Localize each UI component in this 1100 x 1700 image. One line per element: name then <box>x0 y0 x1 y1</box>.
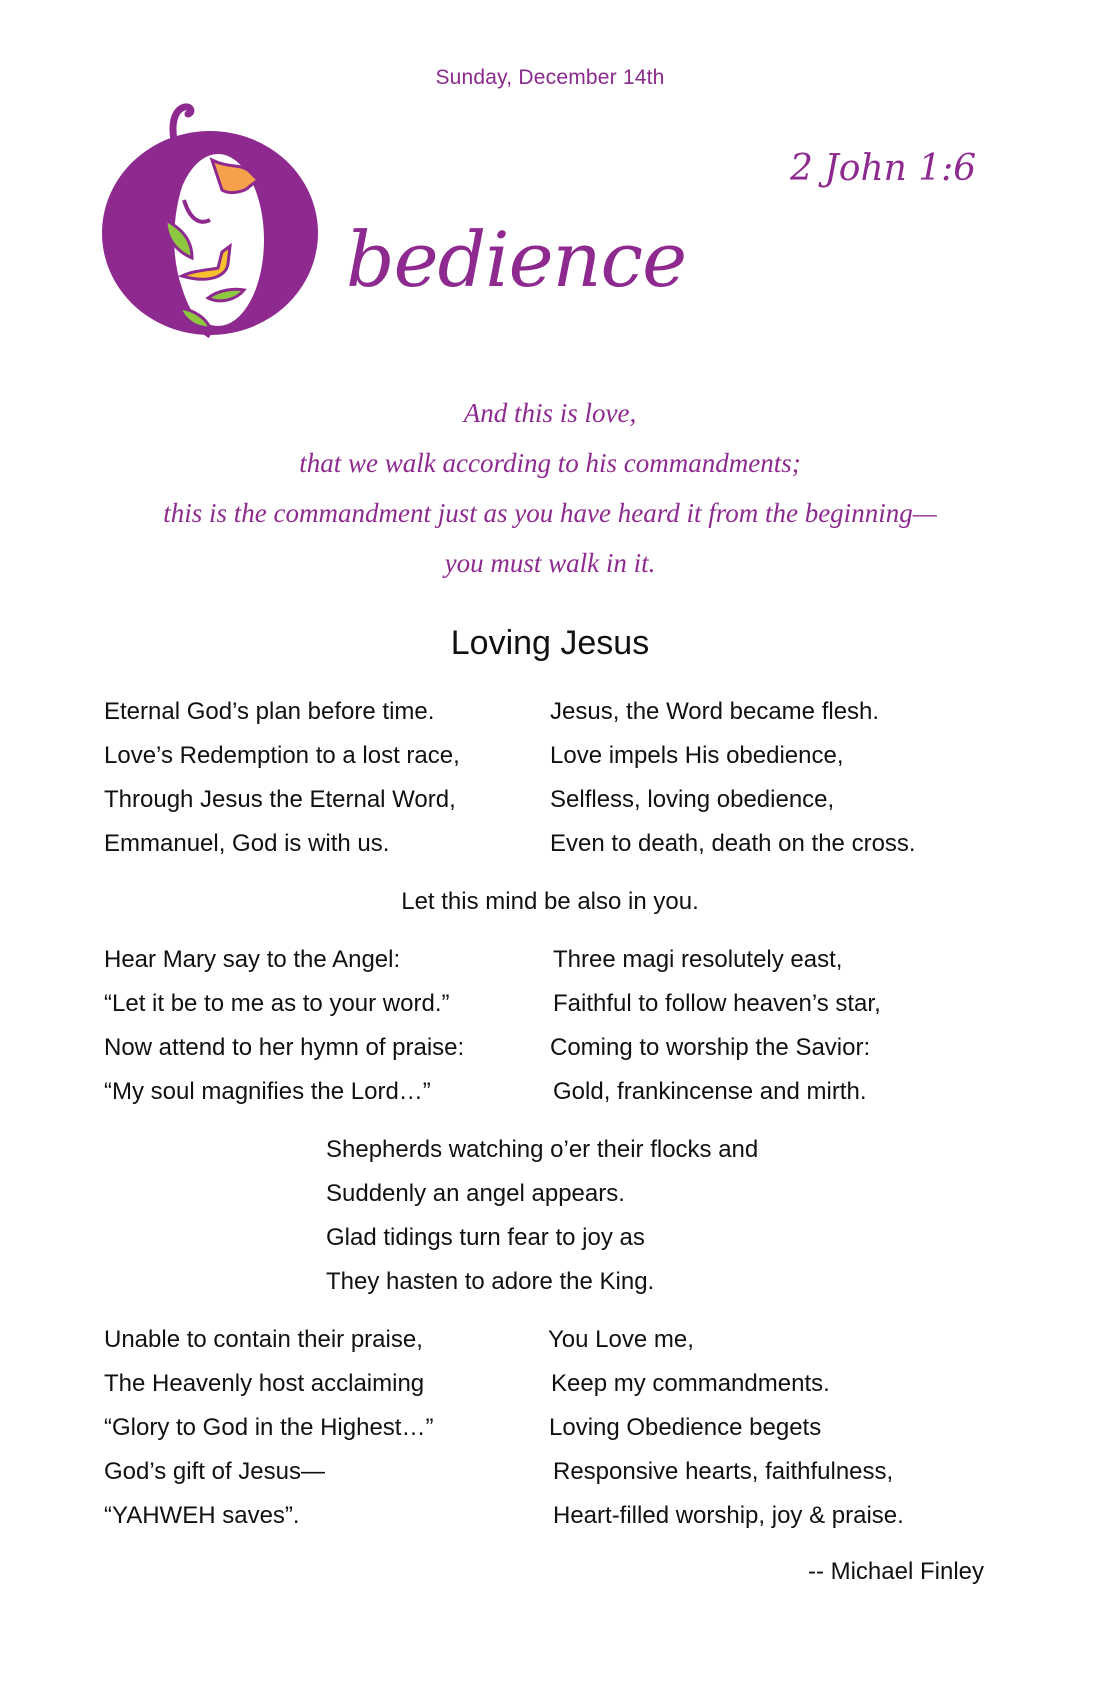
poem-line: “Glory to God in the Highest…” <box>104 1414 434 1441</box>
poem-line: Even to death, death on the cross. <box>550 830 916 857</box>
scripture-quote <box>0 388 1100 588</box>
poem-refrain: Let this mind be also in you. <box>401 888 699 915</box>
poem-line: Love’s Redemption to a lost race, <box>104 742 460 769</box>
poem-title: Loving Jesus <box>450 624 650 662</box>
poem-line: Emmanuel, God is with us. <box>104 830 390 857</box>
poem-line: Unable to contain their praise, <box>104 1326 423 1353</box>
scripture-line: And this is love, <box>463 398 637 428</box>
scripture-line: this is the commandment just as you have heard it from the beginning— <box>163 498 937 528</box>
poem-line: “YAHWEH saves”. <box>104 1502 300 1529</box>
poem-line: They hasten to adore the King. <box>326 1268 655 1295</box>
poem-line: “My soul magnifies the Lord…” <box>104 1078 431 1105</box>
poem-line: Heart-filled worship, joy & praise. <box>553 1502 904 1529</box>
date-heading: Sunday, December 14th <box>435 66 665 89</box>
poem-line: Keep my commandments. <box>551 1370 830 1397</box>
poem-line: Faithful to follow heaven’s star, <box>553 990 881 1017</box>
title-word: bedience <box>346 215 687 304</box>
scripture-line: that we walk according to his commandments; <box>299 448 801 478</box>
poem-line: Now attend to her hymn of praise: <box>104 1034 465 1061</box>
poem-line: Suddenly an angel appears. <box>326 1180 625 1207</box>
poem-line: Love impels His obedience, <box>550 742 844 769</box>
poem-line: Shepherds watching o’er their flocks and <box>326 1136 759 1163</box>
poem-line: Gold, frankincense and mirth. <box>553 1078 867 1105</box>
poem-line: The Heavenly host acclaiming <box>104 1370 425 1397</box>
poem-line: Three magi resolutely east, <box>553 946 843 973</box>
ornamental-o-logo-icon <box>100 100 340 340</box>
poem-line: Coming to worship the Savior: <box>550 1034 871 1061</box>
poem-line: Selfless, loving obedience, <box>550 786 835 813</box>
poem-author: -- Michael Finley <box>807 1558 984 1585</box>
poem-line: Through Jesus the Eternal Word, <box>104 786 456 813</box>
poem-line: Hear Mary say to the Angel: <box>104 946 401 973</box>
poem-line: Jesus, the Word became flesh. <box>550 698 880 725</box>
poem-line: Eternal God’s plan before time. <box>104 698 435 725</box>
poem-line: God’s gift of Jesus— <box>104 1458 325 1485</box>
poem-line: Glad tidings turn fear to joy as <box>326 1224 645 1251</box>
poem-line: Loving Obedience begets <box>549 1414 822 1441</box>
scripture-reference: 2 John 1:6 <box>790 148 977 189</box>
scripture-line: you must walk in it. <box>444 548 656 578</box>
poem-line: “Let it be to me as to your word.” <box>104 990 450 1017</box>
poem-line: Responsive hearts, faithfulness, <box>553 1458 894 1485</box>
poem-line: You Love me, <box>548 1326 694 1353</box>
